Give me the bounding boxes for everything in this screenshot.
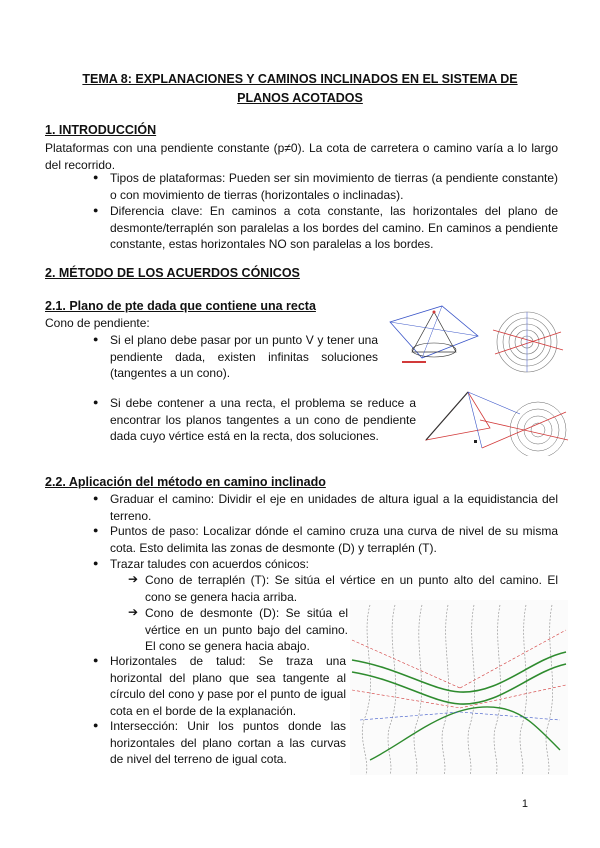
bullet-icon: ● <box>93 172 99 182</box>
bullet-icon: ● <box>93 205 99 215</box>
cone-perspective-figure <box>382 300 487 378</box>
sub-list-item: Cono de terraplén (T): Se sitúa el vértice en un punto alto del camino. El cono se genera hacia arriba. <box>145 573 558 604</box>
list-item: Trazar taludes con acuerdos cónicos: <box>110 557 309 571</box>
arrow-bullet-icon: ➔ <box>128 572 139 586</box>
list-item: Horizontales de talud: Se traza una horizontal del plano que sea tangente al círculo del cono y pase por el punto de igual cota en el borde de la explanación. <box>110 654 346 718</box>
section-2-2-heading: 2.2. Aplicación del método en camino inclinado <box>45 475 326 489</box>
list-item: Diferencia clave: En caminos a cota constante, las horizontales del plano de desmonte/terraplén son paralelas a los bordes del camino. En caminos a pendiente constante, estas horizontales NO son paralelas a los bordes. <box>110 204 558 251</box>
bullet-icon: ● <box>93 493 99 503</box>
title-line-2: PLANOS ACOTADOS <box>237 91 363 105</box>
list-item: Tipos de plataformas: Pueden ser sin movimiento de tierras (a pendiente constante) o con movimiento de tierras (horizontales o inclinadas). <box>110 171 558 202</box>
sub-list-item: Cono de desmonte (D): Se sitúa el vértice en un punto bajo del camino. El cono se genera hacia abajo. <box>145 606 348 653</box>
section-2-1-intro: Cono de pendiente: <box>45 316 150 330</box>
list-item: Si debe contener a una recta, el problema se reduce a encontrar los planos tangentes a un cono de pendiente dada cuyo vértice está en la recta, dos soluciones. <box>110 396 416 443</box>
list-item: Intersección: Unir los puntos donde las horizontales del plano cortan a las curvas de nivel del terreno de igual cota. <box>110 719 346 766</box>
list-item: Graduar el camino: Dividir el eje en unidades de altura igual a la equidistancia del terreno. <box>110 492 558 523</box>
bullet-icon: ● <box>93 655 99 665</box>
cone-contours-figure <box>487 310 567 376</box>
section-1-heading: 1. INTRODUCCIÓN <box>45 123 157 137</box>
arrow-bullet-icon: ➔ <box>128 605 139 619</box>
list-item: Si el plano debe pasar por un punto V y tener una pendiente dada, existen infinitas soluciones (tangentes a un cono). <box>110 333 378 380</box>
title-line-1: TEMA 8: EXPLANACIONES Y CAMINOS INCLINADOS EN EL SISTEMA DE <box>82 72 518 86</box>
inclined-road-contour-figure <box>350 600 568 775</box>
section-1-intro: Plataformas con una pendiente constante (p≠0). La cota de carretera o camino varía a lo largo del recorrido. <box>45 141 558 172</box>
page-title <box>40 70 560 108</box>
bullet-icon: ● <box>93 334 99 344</box>
section-2-1-heading: 2.1. Plano de pte dada que contiene una recta <box>45 299 316 313</box>
bullet-icon: ● <box>93 558 99 568</box>
bullet-icon: ● <box>93 720 99 730</box>
bullet-icon: ● <box>93 397 99 407</box>
tangent-planes-figure <box>420 378 570 456</box>
bullet-icon: ● <box>93 525 99 535</box>
section-2-heading: 2. MÉTODO DE LOS ACUERDOS CÓNICOS <box>45 266 300 280</box>
page-number: 1 <box>521 798 528 810</box>
list-item: Puntos de paso: Localizar dónde el camino cruza una curva de nivel de su misma cota. Esto delimita las zonas de desmonte (D) y terraplén (T). <box>110 524 558 555</box>
